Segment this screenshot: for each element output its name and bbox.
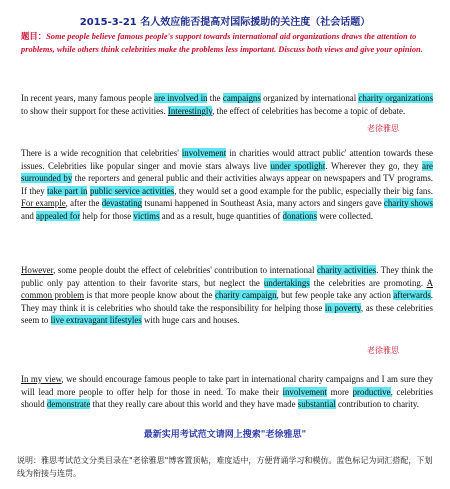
text-segment: that they really care about this world and they have made: [90, 399, 298, 410]
prompt-text: Some people believe famous people's support towards international aid organizations draws the attention to problems, while others think celebrities make the problems less important. Discuss both views and give your opinion.: [21, 32, 423, 54]
highlighted-phrase: substantial: [297, 399, 336, 410]
highlighted-phrase: charity activities: [316, 265, 377, 275]
highlighted-phrase: Interestingly: [167, 105, 213, 116]
watermark: 老徐雅思: [367, 124, 399, 133]
promo-line: 最新实用考试范文请网上搜索"老徐雅思": [143, 430, 307, 440]
text-segment: There is a wide recognition that celebrities': [21, 148, 182, 158]
text-segment: , some people doubt the effect of celebrities' contribution to international: [53, 265, 317, 275]
text-segment: , they would set a good example for the public, especially their big fans.: [174, 185, 433, 196]
footer-note: 说明：雅思考试范文分类目录在"老徐雅思"博客置顶帖，难度适中，方便背诵学习和模仿。蓝色标记为词汇搭配，下划线为衔接与连贯。: [17, 456, 433, 478]
text-segment: , we should encourage famous people to take part in international charity campaigns and I am sure they will lead more people to offer help for those in need. To make their: [21, 374, 433, 397]
underlined-phrase: In my view: [21, 374, 62, 384]
highlighted-phrase: public service activities: [89, 185, 175, 196]
highlighted-phrase: demonstrate: [46, 399, 91, 410]
text-segment: . They think the public only pay attention to their favorite stars, but neglect the: [21, 265, 433, 288]
highlighted-phrase: campaigns: [222, 93, 261, 103]
text-segment: help for those: [80, 210, 134, 221]
prompt-label: 题目：: [21, 32, 47, 41]
highlighted-phrase: involvement: [282, 386, 327, 397]
text-segment: in charities would attract public' attention towards these issues. Celebrities like popular singer and movie stars always live: [21, 148, 433, 171]
text-segment: organized by international: [260, 93, 359, 103]
text-segment: , but few people take any action: [276, 290, 394, 301]
paragraph-conclusion: [21, 373, 433, 411]
highlighted-phrase: productive: [352, 386, 391, 397]
highlighted-phrase: under spotlight: [270, 160, 326, 171]
text-segment: and: [21, 210, 37, 221]
highlighted-phrase: devastating: [101, 198, 143, 209]
highlighted-phrase: appealed for: [36, 210, 81, 221]
text-segment: , as these celebrities seem to: [21, 302, 433, 326]
highlighted-phrase: undertakings: [263, 277, 310, 288]
highlighted-phrase: donations: [282, 210, 318, 221]
essay-title: 2015-3-21 名人效应能否提高对国际援助的关注度（社会话题）: [79, 17, 371, 28]
text-segment: were collected.: [317, 210, 373, 221]
text-segment: , the effect of celebrities has become a topic of debate.: [212, 105, 406, 116]
text-segment: tsunami happened in Southeast Asia, many actors and singers gave: [142, 198, 384, 209]
text-segment: and as a result, huge quantities of: [159, 210, 283, 221]
paragraph-body-1: [21, 147, 433, 223]
highlighted-phrase: victims: [133, 210, 160, 221]
text-segment: the reporters and general public and their activities always appear on newspapers and TV programs. If they: [21, 173, 433, 196]
text-segment: the celebrities are promoting.: [309, 277, 427, 288]
text-segment: is that more people know about the: [84, 290, 215, 301]
paragraph-body-2: [21, 264, 433, 327]
highlighted-phrase: charity shows: [383, 198, 433, 209]
essay-prompt: [21, 30, 433, 56]
underlined-phrase: However: [21, 265, 54, 275]
highlighted-phrase: live extravagant lifestyles: [50, 315, 142, 326]
text-segment: . They may think it is celebrities who should take the responsibility for helping those: [21, 290, 434, 313]
highlighted-phrase: in poverty: [324, 302, 361, 313]
text-segment: with huge cars and houses.: [141, 315, 240, 326]
paragraph-intro: [21, 92, 433, 117]
highlighted-phrase: involvement: [181, 148, 227, 158]
watermark: 老徐雅思: [367, 346, 399, 355]
underlined-phrase: A common problem: [21, 277, 433, 301]
highlighted-phrase: afterwards: [393, 290, 431, 301]
highlighted-phrase: are surrounded by: [21, 160, 433, 184]
highlighted-phrase: charity campaign: [214, 290, 277, 301]
text-segment: to show their support for these activities.: [21, 105, 168, 116]
highlighted-phrase: are involved in: [154, 93, 208, 103]
text-segment: , after the: [65, 198, 102, 209]
underlined-phrase: For example: [21, 198, 66, 209]
text-segment: the: [207, 93, 223, 103]
text-segment: more: [326, 386, 353, 397]
text-segment: In recent years, many famous people: [21, 93, 155, 103]
text-segment: . Wherever they go, they: [325, 160, 423, 171]
text-segment: , celebrities should: [21, 386, 433, 410]
highlighted-phrase: charity organizations: [358, 93, 434, 103]
text-segment: contribution to charity.: [335, 399, 419, 410]
highlighted-phrase: take part in: [47, 185, 88, 196]
